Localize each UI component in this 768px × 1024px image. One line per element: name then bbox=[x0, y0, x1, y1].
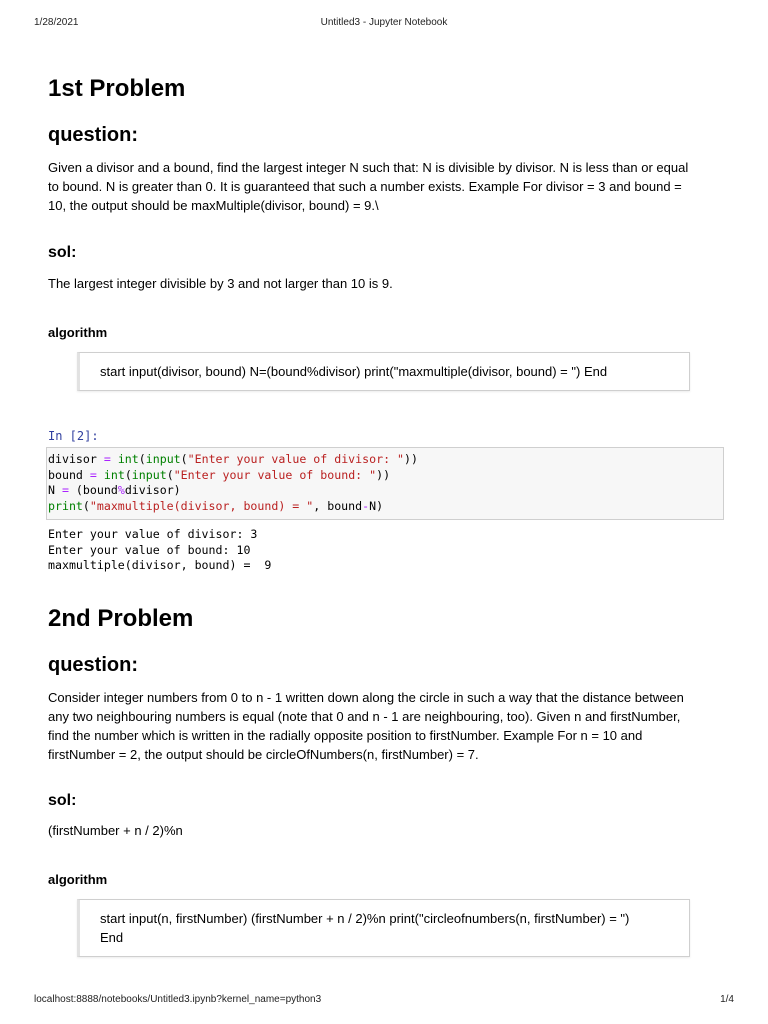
code-token: ( bbox=[82, 498, 90, 513]
code-token: "maxmultiple(divisor, bound) = " bbox=[89, 498, 314, 513]
code-line bbox=[47, 483, 722, 499]
question-line: to bound. N is greater than 0. It is guaranteed that such a number exists. Example For divisor = 3 and bound = bbox=[48, 179, 682, 194]
code-token: % bbox=[117, 483, 125, 497]
print-url: localhost:8888/notebooks/Untitled3.ipynb?kernel_name=python3 bbox=[34, 994, 322, 1005]
print-footer bbox=[34, 994, 734, 1008]
problem1-algorithm-heading: algorithm bbox=[48, 325, 108, 340]
code-token: int bbox=[117, 452, 139, 466]
code-cell-prompt: In [2]: bbox=[48, 429, 99, 443]
problem2-sol-text: (firstNumber + n / 2)%n bbox=[48, 822, 183, 838]
problem2-algorithm-box bbox=[77, 899, 690, 957]
problem1-title: 1st Problem bbox=[48, 75, 186, 102]
problem2-sol-heading: sol: bbox=[48, 791, 77, 809]
problem1-question-heading: question: bbox=[48, 124, 138, 146]
code-token: = bbox=[89, 467, 97, 482]
code-token: input bbox=[131, 467, 167, 482]
output-line: Enter your value of divisor: 3 bbox=[48, 527, 258, 541]
code-cell-output bbox=[48, 527, 720, 574]
algorithm-line: start input(divisor, bound) N=(bound%divisor) print("maxmultiple(divisor, bound) = ") End bbox=[100, 364, 608, 379]
print-page-number: 1/4 bbox=[720, 994, 734, 1005]
notebook-content bbox=[48, 74, 720, 957]
print-page-title: Untitled3 - Jupyter Notebook bbox=[320, 17, 448, 28]
code-token: input bbox=[145, 452, 181, 466]
problem2-algorithm-heading: algorithm bbox=[48, 871, 108, 887]
code-token: = bbox=[61, 483, 69, 497]
code-token: bound bbox=[48, 467, 90, 482]
code-token: "Enter your value of divisor: " bbox=[187, 452, 405, 466]
code-token: N) bbox=[369, 498, 384, 513]
code-token bbox=[97, 468, 104, 482]
code-token: "Enter your value of bound: " bbox=[173, 467, 377, 482]
question-line: firstNumber = 2, the output should be circleOfNumbers(n, firstNumber) = 7. bbox=[48, 746, 479, 762]
code-token: ( bbox=[180, 452, 188, 466]
print-date: 1/28/2021 bbox=[34, 17, 79, 28]
code-token: )) bbox=[376, 467, 391, 482]
algorithm-line: End bbox=[100, 929, 124, 945]
problem2-title: 2nd Problem bbox=[48, 604, 194, 632]
code-line bbox=[47, 452, 722, 468]
question-line: find the number which is written in the radially opposite position to firstNumber. Example For n = 10 and bbox=[48, 727, 643, 743]
problem1-sol-text: The largest integer divisible by 3 and not larger than 10 is 9. bbox=[48, 276, 393, 291]
question-line: 10, the output should be maxMultiple(divisor, bound) = 9.\ bbox=[48, 198, 379, 213]
problem1-sol-heading: sol: bbox=[48, 244, 77, 261]
problem1-algorithm-box bbox=[77, 352, 690, 391]
code-token: )) bbox=[404, 452, 418, 466]
algorithm-line: start input(n, firstNumber) (firstNumber + n / 2)%n print("circleofnumbers(n, firstNumber) = ") bbox=[100, 910, 630, 926]
code-token: print bbox=[48, 498, 83, 513]
code-cell-input[interactable] bbox=[46, 447, 724, 520]
code-token bbox=[111, 452, 118, 466]
code-token: ( bbox=[124, 467, 132, 482]
code-token: N bbox=[48, 483, 62, 497]
code-token: divisor) bbox=[124, 483, 181, 497]
print-header bbox=[34, 17, 734, 31]
code-token: , bound bbox=[313, 498, 363, 513]
code-token: divisor bbox=[48, 452, 104, 466]
problem1-question-text bbox=[48, 158, 720, 215]
question-line: Consider integer numbers from 0 to n - 1 written down along the circle in such a way that the distance between bbox=[48, 689, 684, 705]
code-line bbox=[47, 499, 722, 515]
code-token: ( bbox=[166, 467, 174, 482]
problem2-question-heading: question: bbox=[48, 653, 138, 676]
question-line: any two neighbouring numbers is equal (note that 0 and n - 1 are neighbouring, too). Given n and firstNumber, bbox=[48, 708, 681, 724]
output-line: maxmultiple(divisor, bound) = 9 bbox=[48, 558, 272, 572]
output-line: Enter your value of bound: 10 bbox=[48, 542, 251, 557]
question-line: Given a divisor and a bound, find the largest integer N such that: N is divisible by divisor. N is less than or equal bbox=[48, 160, 689, 175]
code-token: - bbox=[362, 498, 370, 513]
code-token: = bbox=[103, 452, 111, 466]
code-token: (bound bbox=[68, 483, 118, 497]
problem2-question-text bbox=[48, 688, 720, 764]
code-token: int bbox=[103, 467, 125, 482]
code-line bbox=[47, 468, 722, 484]
code-token: ( bbox=[138, 452, 146, 466]
